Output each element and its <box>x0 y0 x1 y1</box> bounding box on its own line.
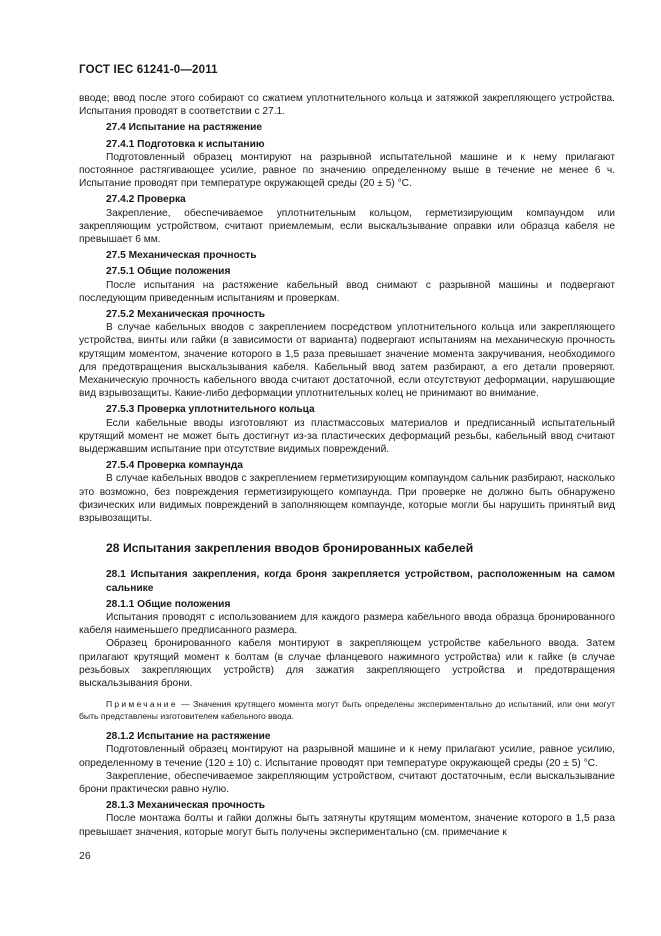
paragraph: Подготовленный образец монтируют на разрывной машине и к нему прилагают усилие, равное усилию, определенному в течение (120 ± 10) с. Испытание проводят при температуре окружающей среды (20 ± 5) °С. <box>79 744 615 769</box>
paragraph: После испытания на растяжение кабельный ввод снимают с разрывной машины и подвергают последующим приведенным испытаниям и проверкам. <box>79 279 615 304</box>
paragraph: В случае кабельных вводов с закреплением посредством уплотнительного кольца или закрепляющего устройства, винты или гайки (в зависимости от варианта) подвергают испытаниям на механическую прочность крутящим моментом, значение которого в 1,5 раза превышает значение момента закручивания, необходимого для предотвращения выскальзывания кабеля. Кабельный ввод затем разбирают, а его детали проверяют. Механическую прочность кабельного ввода считают достаточной, если отсутствуют деформации, нарушающие вид взрывозащиты. Какие-либо деформации уплотнительных колец не принимают во внимание. <box>79 322 615 400</box>
paragraph: В случае кабельных вводов с закреплением герметизирующим компаундом сальник разбирают, насколько это возможно, без повреждения герметизирующего компаунда. При проверке не должно быть обнаружено физических или видимых повреждений в заполняющем компаунде, которые могли бы нарушить принятый вид взрывозащиты. <box>79 473 615 525</box>
section-heading: 27.5 Механическая прочность <box>106 250 257 262</box>
section-heading: 27.5.2 Механическая прочность <box>106 309 265 321</box>
paragraph: Закрепление, обеспечиваемое закрепляющим устройством, считают достаточным, если выскальзывание брони практически равно нулю. <box>79 770 615 795</box>
note <box>79 698 615 722</box>
section-heading: 27.4.2 Проверка <box>106 194 186 206</box>
section-heading: 27.5.4 Проверка компаунда <box>106 460 243 472</box>
page-number: 26 <box>79 850 91 862</box>
section-heading: 28.1.1 Общие положения <box>106 598 231 610</box>
paragraph: Подготовленный образец монтируют на разрывной испытательной машине и к нему прилагают постоянное растягивающее усилие, равное по значению определенному выше в течение не менее 6 ч. Испытание проводят при температуре окружающей среды (20 ± 5) °С. <box>79 151 615 190</box>
section-heading: 27.5.3 Проверка уплотнительного кольца <box>106 404 315 416</box>
section-heading: 28.1.3 Механическая прочность <box>106 800 265 812</box>
section-heading: 28.1.2 Испытание на растяжение <box>106 731 271 743</box>
document-header: ГОСТ IEC 61241-0—2011 <box>79 64 218 76</box>
paragraph: После монтажа болты и гайки должны быть затянуты крутящим моментом, значение которого в 1,5 раза превышает значения, которые могут быть получены экспериментально (см. примечание к <box>79 813 615 838</box>
chapter-heading: 28 Испытания закрепления вводов бронированных кабелей <box>106 541 474 556</box>
paragraph: Если кабельные вводы изготовляют из пластмассовых материалов и предписанный испытательный крутящий момент не может быть достигнут из-за пластических деформаций резьбы, кабельный ввод считают выдержавшим испытание при отсутствие видимых повреждений. <box>79 417 615 456</box>
section-heading: 27.4 Испытание на растяжение <box>106 122 263 134</box>
paragraph: вводе; ввод после этого собирают со сжатием уплотнительного кольца и затяжкой закрепляющего устройства. Испытания проводят в соответствии с 27.1. <box>79 93 615 118</box>
note-label: Примечание <box>106 699 178 710</box>
paragraph: Испытания проводят с использованием для каждого размера кабельного ввода образца бронированного кабеля наименьшего предписанного размера. <box>79 611 615 637</box>
paragraph: Закрепление, обеспечиваемое уплотнительным кольцом, герметизирующим компаундом или закрепляющим устройством, считают приемлемым, если выскальзывание оправки или образца кабеля не превышает 6 мм. <box>79 207 615 246</box>
note-text: — Значения крутящего момента могут быть определены экспериментально до испытаний, или они могут быть представлены изготовителем кабельного ввода. <box>79 699 615 722</box>
section-heading: 28.1 Испытания закрепления, когда броня закрепляется устройством, расположенным на самом сальнике <box>106 569 615 594</box>
section-heading: 27.4.1 Подготовка к испытанию <box>106 138 265 150</box>
document-body <box>79 92 615 839</box>
paragraph: Образец бронированного кабеля монтируют в закрепляющем устройстве кабельного ввода. Затем прилагают крутящий момент к болтам (в случае фланцевого нажимного устройства) или к гайке (в случае резьбовых закрепляющих устройств) для зажатия закрепляющего устройства и предотвращения выскальзывания брони. <box>79 638 615 689</box>
section-heading: 27.5.1 Общие положения <box>106 266 231 278</box>
